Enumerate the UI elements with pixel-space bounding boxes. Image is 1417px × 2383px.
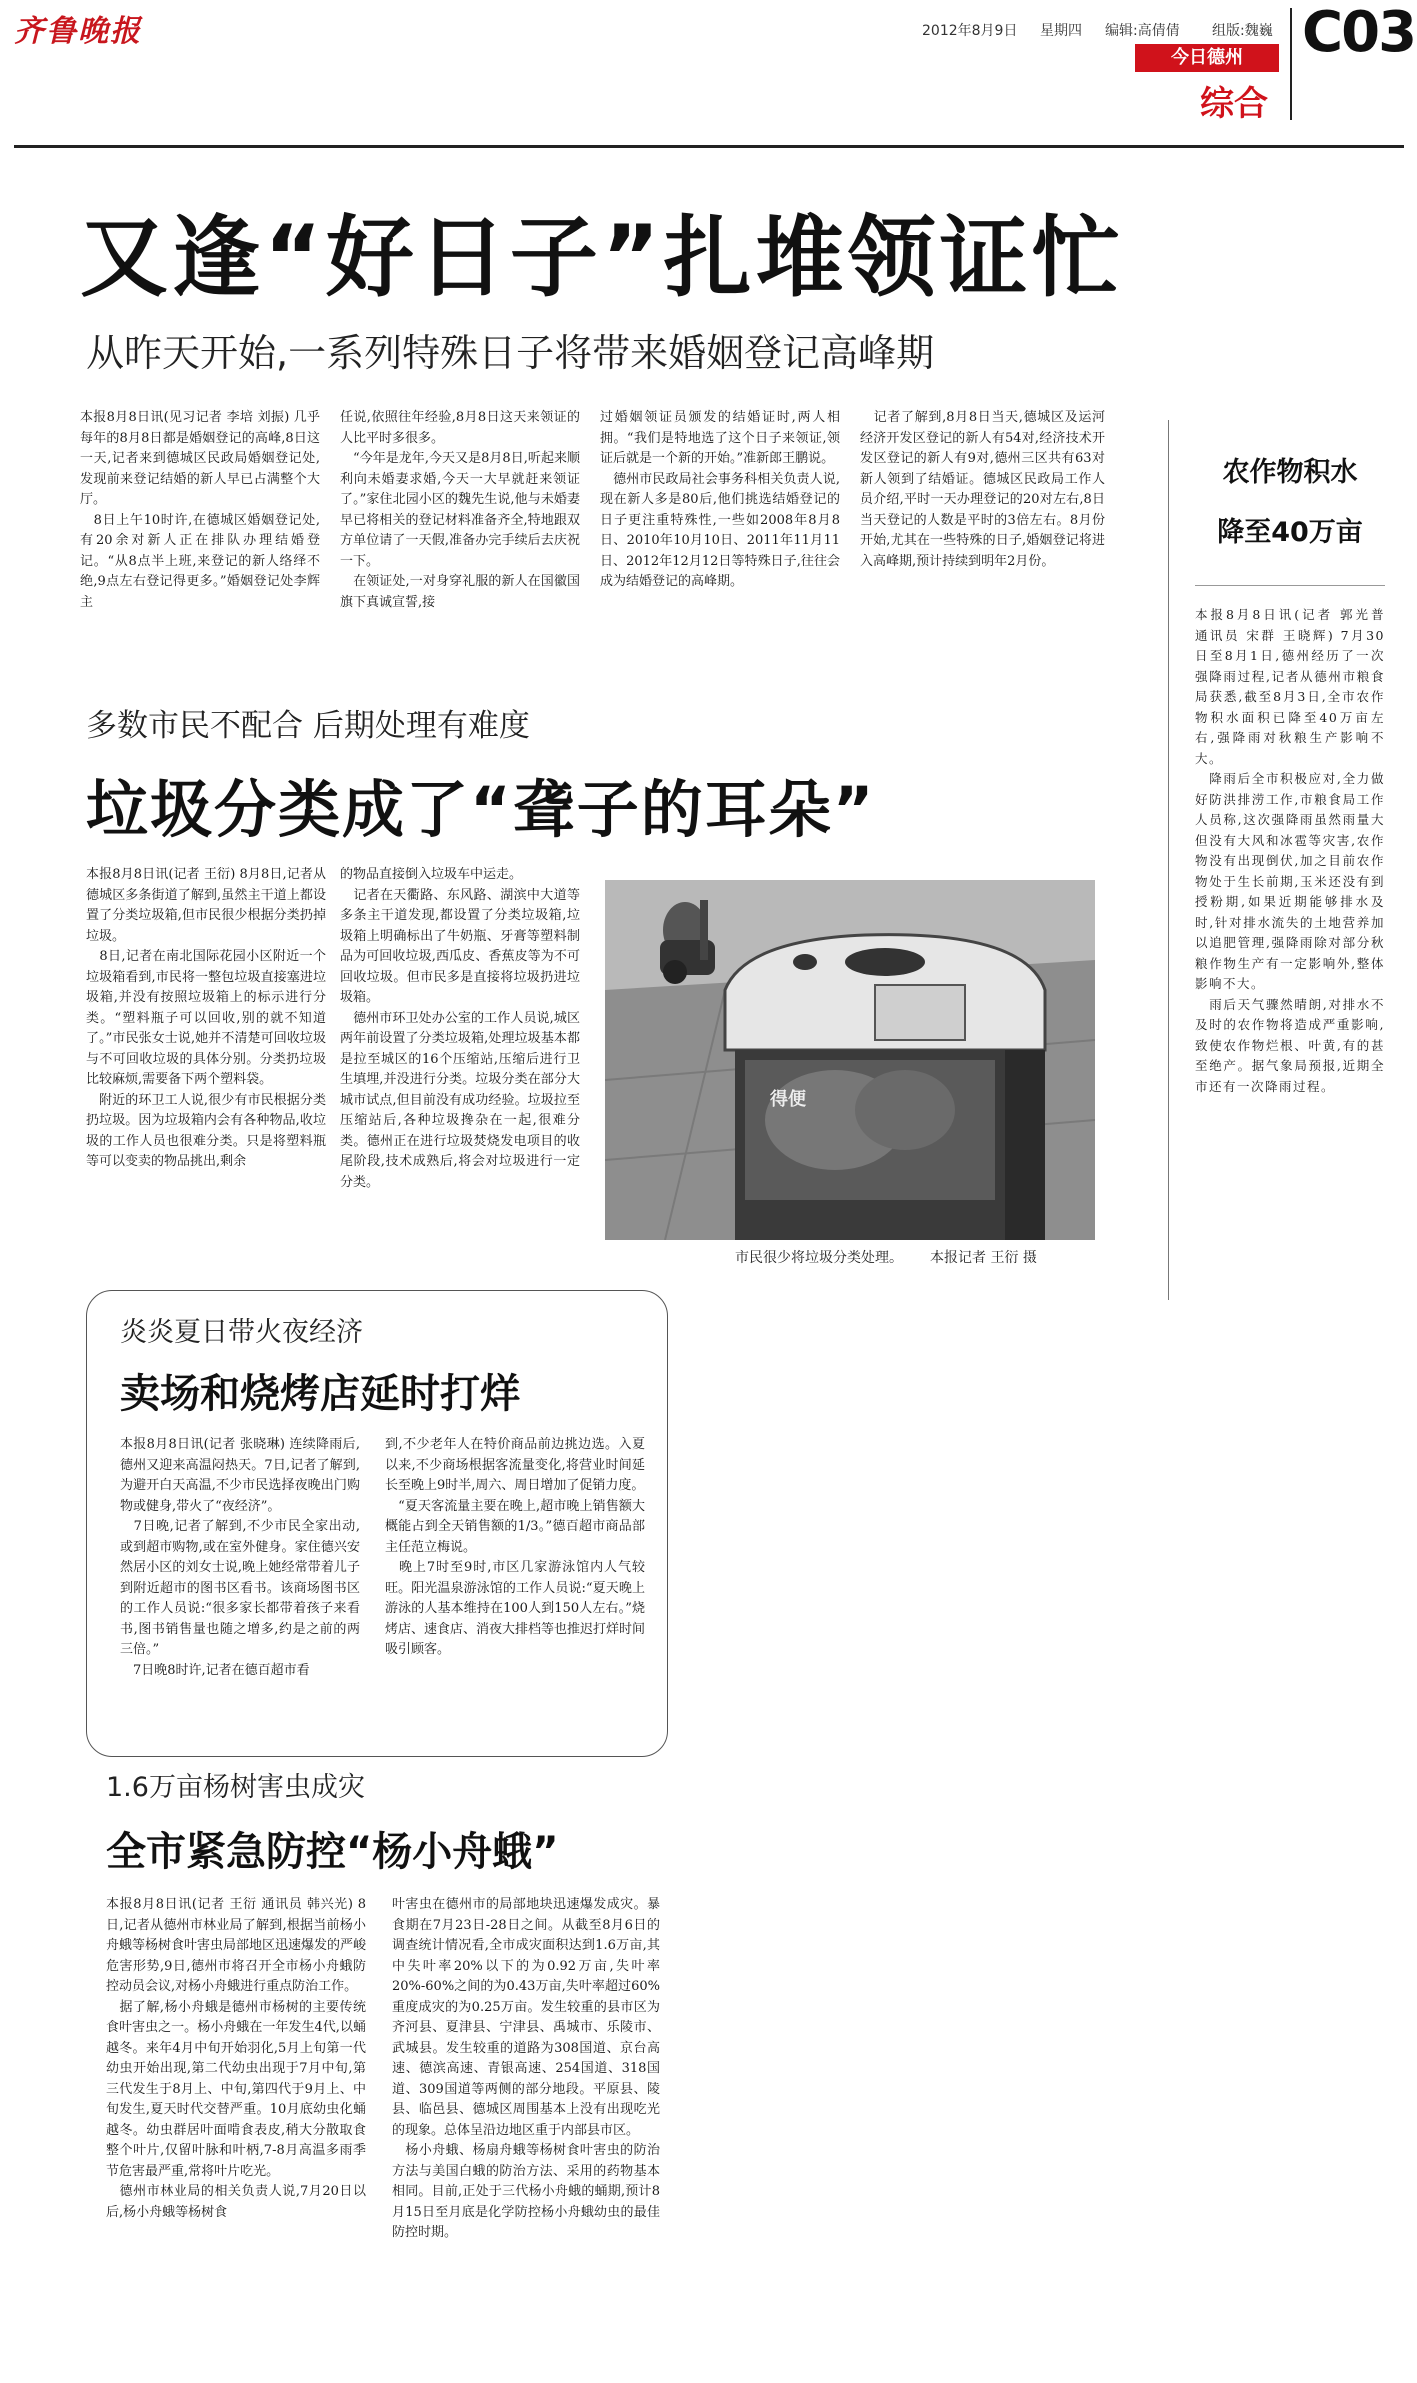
- moth-column-2: 叶害虫在德州市的局部地块迅速爆发成灾。暴食期在7月23日-28日之间。从截至8月6日的调查统计情况看,全市成灾面积达到1.6万亩,其中失叶率20%以下的为0.92万亩,失叶率20%-60%之间的为0.43万亩,失叶率超过60%重度成灾的为0.25万亩。发生较重的县市区为齐河县、夏津县、宁津县、禹城市、乐陵市、武城县。发生较重的道路为308国道、京台高速、德滨高速、青银高速、254国道、318国道、309国道等两侧的部分地段。平原县、陵县、临邑县、德城区周围基本上没有出现吃光的现象。总体呈沿边地区重于内部县市区。 杨小舟蛾、杨扇舟蛾等杨树食叶害虫的防治方法与美国白蛾的防治方法、采用的药物基本相同。目前,正处于三代杨小舟蛾的蛹期,预计8月15日至月底是化学防控杨小舟蛾幼虫的最佳防控时期。: [392, 1897, 660, 2240]
- moth-column-1: 本报8月8日讯(记者 王衍 通讯员 韩兴光) 8日,记者从德州市林业局了解到,根据当前杨小舟蛾等杨树食叶害虫局部地区迅速爆发的严峻危害形势,9日,德州市将召开全市杨小舟蛾防控动员会议,对杨小舟蛾进行重点防治工作。 据了解,杨小舟蛾是德州市杨树的主要传统食叶害虫之一。杨小舟蛾在一年发生4代,以蛹越冬。来年4月中旬开始羽化,5月上旬第一代幼虫开始出现,第二代幼虫出现于7月中旬,第三代发生于8月上、中旬,第四代于9月上、中旬发生,夏天时代交替严重。10月底幼虫化蛹越冬。幼虫群居叶面啃食表皮,稍大分散取食整个叶片,仅留叶脉和叶柄,7-8月高温多雨季节危害最严重,常将叶片吃光。 德州市林业局的相关负责人说,7月20日以后,杨小舟蛾等杨树食: [106, 1897, 366, 2220]
- sidebar-headline-rule: [1195, 585, 1385, 586]
- issue-date: 2012年8月9日: [922, 23, 1018, 39]
- section-name: 综合: [1200, 84, 1268, 124]
- night-economy-column-1: 本报8月8日讯(记者 张晓琳) 连续降雨后,德州又迎来高温闷热天。7日,记者了解到,为避开白天高温,不少市民选择夜晚出门购物或健身,带火了“夜经济”。 7日晚,记者了解到,不少市民全家出动,或到超市购物,或在室外健身。家住德兴安然居小区的刘女士说,晚上她经常带着儿子到附近超市的图书区看书。该商场图书区的工作人员说:“很多家长都带着孩子来看书,图书销售量也随之增多,约是之前的两三倍。” 7日晚8时许,记者在德百超市看: [120, 1437, 360, 1678]
- moth-headline: 全市紧急防控“杨小舟蛾”: [106, 1829, 559, 1875]
- lead-column-1: 本报8月8日讯(见习记者 李培 刘振) 几乎每年的8月8日都是婚姻登记的高峰,8日这一天,记者来到德城区民政局婚姻登记处,发现前来登记结婚的新人早已占满整个大厅。 8日上午10时许,在德城区婚姻登记处,有20余对新人正在排队办理结婚登记。“从8点半上班,来登记的新人络绎不绝,9点左右登记得更多。”婚姻登记处李辉主: [80, 410, 320, 610]
- garbage-bin-photo: [605, 880, 1095, 1240]
- photo-credit: 本报记者 王衍 摄: [930, 1250, 1037, 1266]
- lead-headline: 又逢“好日子”扎堆领证忙: [80, 206, 1124, 309]
- night-economy-kicker: 炎炎夏日带火夜经济: [120, 1317, 363, 1348]
- issue-weekday: 星期四: [1040, 23, 1082, 39]
- lead-column-4: 记者了解到,8月8日当天,德城区及运河经济开发区登记的新人有54对,经济技术开发区登记的新人有9对,德州三区共有63对新人领到了结婚证。德城区民政局工作人员介绍,平时一天办理登记的20对左右,8日当天登记的人数是平时的3倍左右。8月份开始,尤其在一些特殊的日子,婚姻登记将进入高峰期,预计持续到明年2月份。: [860, 410, 1105, 569]
- bin-bag-text: 得便: [770, 1089, 806, 1110]
- moth-kicker: 1.6万亩杨树害虫成灾: [106, 1772, 365, 1803]
- page-number: C03: [1302, 0, 1416, 65]
- photo-caption: 市民很少将垃圾分类处理。: [735, 1250, 903, 1266]
- garbage-kicker: 多数市民不配合 后期处理有难度: [86, 708, 530, 744]
- garbage-column-2: 的物品直接倒入垃圾车中运走。 记者在天衢路、东风路、湖滨中大道等多条主干道发现,都设置了分类垃圾箱,垃圾箱上明确标出了牛奶瓶、牙膏等塑料制品为可回收垃圾,西瓜皮、香蕉皮等为不可回收垃圾。但市民多是直接将垃圾扔进垃圾箱。 德州市环卫处办公室的工作人员说,城区两年前设置了分类垃圾箱,处理垃圾基本都是拉至城区的16个压缩站,压缩后进行卫生填埋,并没进行分类。垃圾分类在部分大城市试点,但目前没有成功经验。垃圾拉至压缩站后,各种垃圾搀杂在一起,很难分类。德州正在进行垃圾焚烧发电项目的收尾阶段,技术成熟后,将会对垃圾进行一定分类。: [340, 867, 580, 1190]
- garbage-headline: 垃圾分类成了“聋子的耳朵”: [86, 773, 876, 846]
- night-economy-headline: 卖场和烧烤店延时打烊: [120, 1371, 520, 1417]
- top-frame-line: [14, 145, 1404, 148]
- section-tab: 今日德州: [1135, 44, 1279, 72]
- lead-column-3: 过婚姻领证员颁发的结婚证时,两人相拥。“我们是特地选了这个日子来领证,领证后就是一个新的开始。”准新郎王鹏说。 德州市民政局社会事务科相关负责人说,现在新人多是80后,他们挑选结婚登记的日子更注重特殊性,一些如2008年8月8日、2010年10月10日、2011年11月11日、2012年12月12日等特殊日子,往往会成为结婚登记的高峰期。: [600, 410, 840, 589]
- lead-column-2: 任说,依照往年经验,8月8日这天来领证的人比平时多很多。 “今年是龙年,今天又是8月8日,听起来顺利向未婚妻求婚,今天一大早就赶来领证了。”家住北园小区的魏先生说,他与未婚妻早已将相关的登记材料准备齐全,特地跟双方单位请了一天假,准备办完手续后去庆祝一下。 在领证处,一对身穿礼服的新人在国徽国旗下真诚宣誓,接: [340, 410, 580, 610]
- lead-subheadline: 从昨天开始,一系列特殊日子将带来婚姻登记高峰期: [86, 331, 935, 375]
- sidebar-headline-line-1: 农作物积水: [1222, 457, 1358, 488]
- layout-credit: 组版:魏巍: [1212, 23, 1273, 39]
- sidebar-body: 本报8月8日讯(记者 郭光普 通讯员 宋群 王晓辉) 7月30日至8月1日,德州经历了一次强降雨过程,记者从德州市粮食局获悉,截至8月3日,全市农作物积水面积已降至40万亩左右,强降雨对秋粮生产影响不大。 降雨后全市积极应对,全力做好防洪排涝工作,市粮食局工作人员称,这次强降雨虽然雨量大但没有大风和冰雹等灾害,农作物没有出现倒伏,加之目前农作物处于生长前期,玉米还没有到授粉期,如果近期能够排水及时,针对排水流失的土地营养加以追肥管理,强降雨除对部分秋粮作物生产有一定影响外,整体影响不大。 雨后天气骤然晴朗,对排水不及时的农作物将造成严重影响,致使农作物烂根、叶黄,有的甚至绝产。据气象局预报,近期全市还有一次降雨过程。: [1195, 607, 1385, 1094]
- newspaper-logo: 齐鲁晚报: [14, 14, 142, 49]
- sidebar-divider: [1168, 420, 1169, 1300]
- garbage-bin-photo-illustration: [605, 880, 1095, 1240]
- editor-credit: 编辑:高倩倩: [1105, 23, 1180, 39]
- masthead-vertical-divider: [1290, 8, 1292, 120]
- garbage-column-1: 本报8月8日讯(记者 王衍) 8月8日,记者从德城区多条街道了解到,虽然主干道上都设置了分类垃圾箱,但市民很少根据分类扔掉垃圾。 8日,记者在南北国际花园小区附近一个垃圾箱看到,市民将一整包垃圾直接塞进垃圾箱,并没有按照垃圾箱上的标示进行分类。“塑料瓶子可以回收,别的就不知道了。”市民张女士说,她并不清楚可回收垃圾与不可回收垃圾的具体分别。分类扔垃圾比较麻烦,需要备下两个塑料袋。 附近的环卫工人说,很少有市民根据分类扔垃圾。因为垃圾箱内会有各种物品,收垃圾的工作人员也很难分类。只是将塑料瓶等可以变卖的物品挑出,剩余: [86, 867, 326, 1169]
- sidebar-headline-line-2: 降至40万亩: [1217, 517, 1363, 548]
- night-economy-column-2: 到,不少老年人在特价商品前边挑边选。入夏以来,不少商场根据客流量变化,将营业时间延长至晚上9时半,周六、周日增加了促销力度。 “夏天客流量主要在晚上,超市晚上销售额大概能占到全天销售额的1/3。”德百超市商品部主任范立梅说。 晚上7时至9时,市区几家游泳馆内人气较旺。阳光温泉游泳馆的工作人员说:“夏天晚上游泳的人基本维持在100人到150人左右。”烧烤店、速食店、消夜大排档等也推迟打烊时间吸引顾客。: [385, 1437, 645, 1657]
